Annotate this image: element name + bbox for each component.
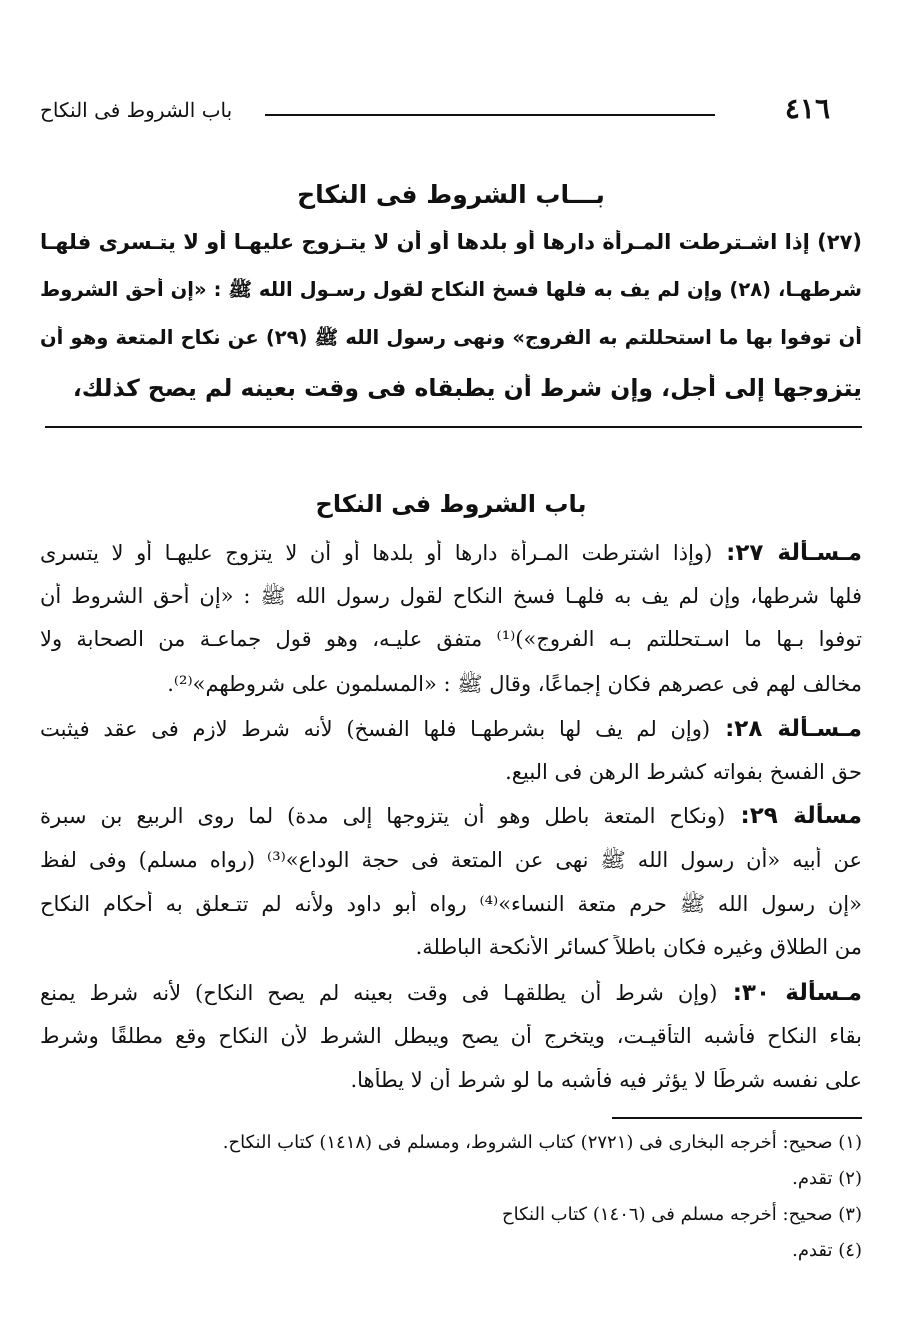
footnote: (٢) تقدم. bbox=[792, 1168, 862, 1189]
sharh-text: حق الفسخ بفواته كشرط الرهن فى البيع. bbox=[505, 760, 862, 784]
running-title: باب الشروط فى النكاح bbox=[40, 98, 233, 122]
sharh-text: (وإن شرط أن يطلقهـا فى وقت بعينه لم يصح النكاح) لأنه شرط يمنع bbox=[40, 981, 718, 1005]
sharh-text: (وإن لم يف لها بشرطهـا فلها الفسخ) لأنه شرط لازم فى عقد فيثبت bbox=[40, 717, 711, 741]
matn-line: (٢٧) إذا اشـترطت المـرأة دارها أو بلدها أو أن لا يتـزوج عليهـا أو لا يتـسرى فلهـا bbox=[40, 230, 862, 254]
sharh-text: مخالف لهم فى عصرهم فكان إجماعًا، وقال ﷺ : «المسلمون على شروطهم»⁽²⁾. bbox=[167, 672, 862, 696]
sharh-text: فلها شرطها، وإن لم يف به فلهـا فسخ النكاح لقول رسول الله ﷺ : «إن أحق الشروط أن bbox=[40, 584, 862, 608]
sharh-text: بقاء النكاح فأشبه التأقيـت، ويتخرج أن يصح ويبطل الشرط لأن النكاح وقع مطلقًا وشرط bbox=[40, 1024, 862, 1048]
sharh-line bbox=[40, 583, 862, 614]
footnote: (٣) صحيح: أخرجه مسلم فى (١٤٠٦) كتاب النكاح bbox=[502, 1204, 862, 1225]
sharh-text: عن أبيه «أن رسول الله ﷺ نهى عن المتعة فى حجة الوداع»⁽³⁾ (رواه مسلم) وفى لفظ bbox=[40, 848, 862, 872]
footnote: (١) صحيح: أخرجه البخارى فى (٢٧٢١) كتاب الشروط، ومسلم فى (١٤١٨) كتاب النكاح. bbox=[222, 1132, 862, 1153]
footnote-rule bbox=[612, 1117, 862, 1119]
sharh-line bbox=[40, 847, 862, 878]
matn-line: شرطهـا، (٢٨) وإن لم يف به فلها فسخ النكاح لقول رسـول الله ﷺ : «إن أحق الشروط bbox=[40, 278, 862, 301]
sharh-text: (وإذا اشترطت المـرأة دارها أو بلدها أو أن لا يتزوج عليهـا أو لا يتسرى bbox=[40, 541, 713, 565]
footnote: (٤) تقدم. bbox=[792, 1240, 862, 1261]
sharh-text: من الطلاق وغيره فكان باطلاً كسائر الأنكحة الباطلة. bbox=[415, 935, 862, 959]
sharh-line bbox=[40, 716, 862, 742]
header-rule bbox=[265, 114, 715, 116]
sharh-line bbox=[40, 627, 862, 651]
sharh-line bbox=[40, 1024, 862, 1048]
issue-label: مـسألة ٣٠: bbox=[717, 980, 862, 1006]
sharh-line bbox=[40, 891, 862, 922]
sharh-line bbox=[40, 540, 862, 566]
matn-line: يتزوجها إلى أجل، وإن شرط أن يطبقاه فى وقت بعينه لم يصح كذلك، bbox=[72, 374, 862, 402]
sharh-line bbox=[40, 935, 862, 959]
sharh-line bbox=[40, 803, 862, 829]
matn-title: بـــاب الشروط فى النكاح bbox=[297, 180, 605, 209]
running-header bbox=[40, 92, 830, 132]
sharh-text: «إن رسول الله ﷺ حرم متعة النساء»⁽⁴⁾ رواه أبو داود ولأنه لم تتـعلق به أحكام النكاح bbox=[40, 892, 862, 916]
section-divider bbox=[45, 426, 862, 428]
sharh-text: (ونكاح المتعة باطل وهو أن يتزوجها إلى مدة) لما روى الربيع بن سبرة bbox=[40, 804, 726, 828]
issue-label: مسألة ٢٩: bbox=[725, 803, 862, 829]
sharh-text: توفوا بـها ما اسـتحللتم بـه الفروج»)⁽¹⁾ متفق عليـه، وهو قول جماعـة من الصحابة ولا bbox=[40, 627, 862, 651]
matn-line: أن توفوا بها ما استحللتم به الفروج» ونهى رسول الله ﷺ (٢٩) عن نكاح المتعة وهو أن bbox=[40, 326, 862, 349]
sharh-line bbox=[40, 1068, 862, 1092]
issue-label: مـسـألة ٢٨: bbox=[710, 716, 862, 742]
sharh-line bbox=[40, 671, 862, 702]
sharh-line bbox=[40, 760, 862, 784]
sharh-text: على نفسه شرطًا لا يؤثر فيه فأشبه ما لو شرط أن لا يطأها. bbox=[350, 1068, 862, 1092]
issue-label: مـسـألة ٢٧: bbox=[712, 540, 862, 566]
sharh-title: باب الشروط فى النكاح bbox=[315, 490, 587, 518]
page-number: ٤١٦ bbox=[784, 92, 830, 125]
sharh-line bbox=[40, 980, 862, 1006]
